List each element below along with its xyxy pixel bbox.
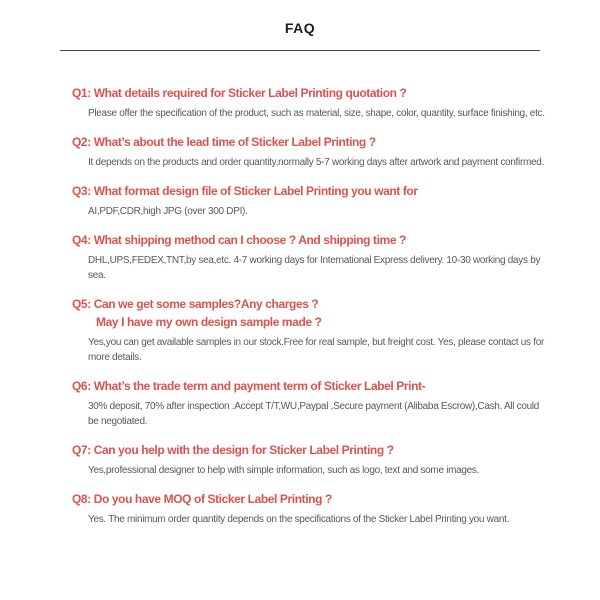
faq-item-q8 [72,490,550,527]
faq-answer: Yes,you can get available samples in our stock.Free for real sample, but freight cost. Yes, please contact us for more details. [88,337,544,363]
faq-item-q4 [72,231,550,283]
faq-question-text: Q5: Can we get some samples?Any charges ? [72,297,319,311]
faq-question-text: Q3: What format design file of Sticker Label Printing you want for [72,184,418,198]
faq-question [72,295,550,331]
faq-question [72,490,550,508]
faq-item-q1 [72,84,550,121]
faq-item-q7 [72,441,550,478]
faq-question [72,133,550,151]
faq-answer: 30% deposit, 70% after inspection .Accept T/T,WU,Paypal ,Secure payment (Alibaba Escrow),Cash. All could be negotiated. [88,401,540,427]
faq-question [72,441,550,459]
faq-list [0,84,600,527]
faq-answer: AI,PDF,CDR,high JPG (over 300 DPI). [88,206,248,217]
faq-question-text: Q2: What’s about the lead time of Sticker Label Printing ? [72,135,376,149]
faq-question-text-line2: May I have my own design sample made ? [96,315,322,329]
faq-answer: It depends on the products and order quantity,normally 5-7 working days after artwork and payment confirmed. [88,157,545,168]
faq-question [72,182,550,200]
page-title: FAQ [284,20,316,36]
faq-item-q2 [72,133,550,170]
faq-question [72,84,550,102]
faq-answer: Please offer the specification of the product, such as material, size, shape, color, quantity, surface finishing, etc. [88,108,545,119]
faq-question-text: Q7: Can you help with the design for Sticker Label Printing ? [72,443,394,457]
header-divider [60,50,540,51]
faq-answer: Yes. The minimum order quantity depends on the specifications of the Sticker Label Printing you want. [88,514,510,525]
faq-answer: DHL,UPS,FEDEX,TNT,by sea,etc. 4-7 working days for International Express delivery. 10-30 working days by sea. [88,255,541,281]
faq-answer: Yes,professional designer to help with simple information, such as logo, text and some images. [88,465,480,476]
faq-item-q6 [72,377,550,429]
faq-question-text: Q4: What shipping method can I choose ? And shipping time ? [72,233,406,247]
faq-question [72,231,550,249]
faq-question [72,377,550,395]
page-header [0,0,600,51]
faq-question-text: Q1: What details required for Sticker Label Printing quotation ? [72,86,407,100]
faq-question-text: Q8: Do you have MOQ of Sticker Label Printing ? [72,492,332,506]
faq-item-q5 [72,295,550,365]
faq-item-q3 [72,182,550,219]
faq-question-text: Q6: What’s the trade term and payment term of Sticker Label Print- [72,379,426,393]
